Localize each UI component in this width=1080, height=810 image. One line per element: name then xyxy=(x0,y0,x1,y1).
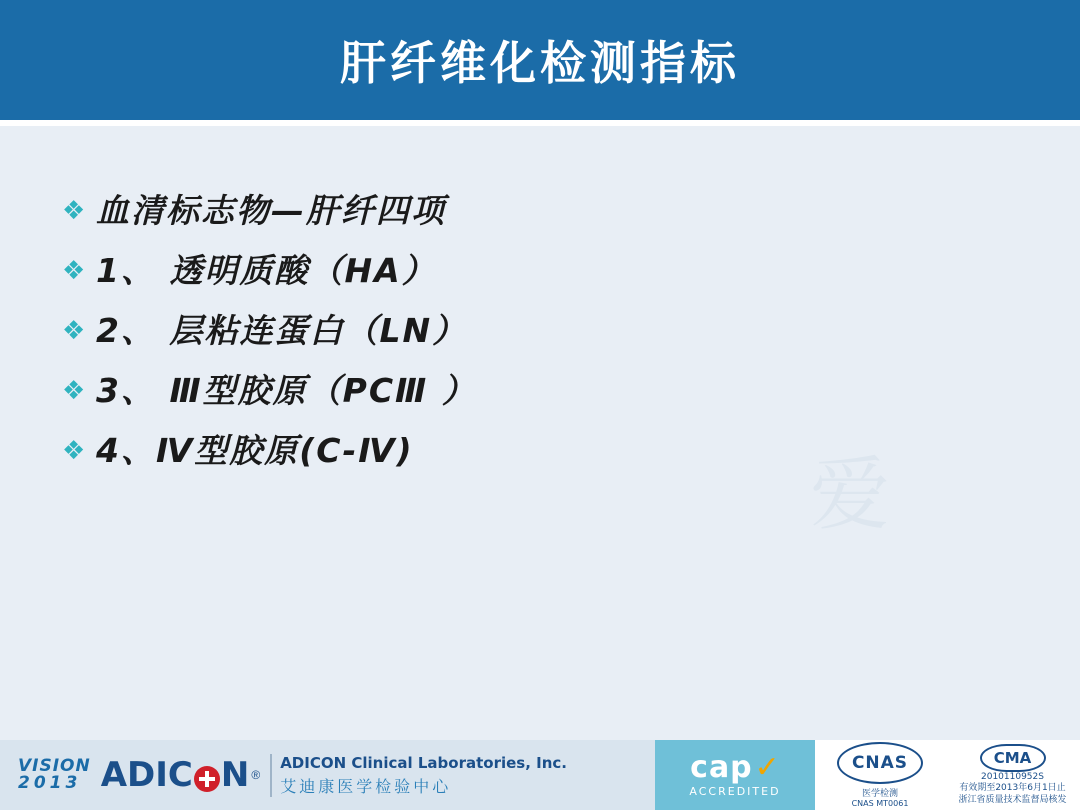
list-item xyxy=(62,368,962,414)
adicon-chinese-name: 艾迪康医学检验中心 xyxy=(280,776,452,796)
cap-logo-inner xyxy=(689,750,781,798)
registered-trademark-icon: ® xyxy=(251,768,261,782)
footer-brand-bar xyxy=(0,740,655,810)
cnas-accreditation-logo xyxy=(815,740,945,810)
list-item xyxy=(62,188,962,234)
adicon-logo xyxy=(101,754,567,797)
check-icon: ✓ xyxy=(754,751,780,784)
list-item-label: 1、 透明质酸（HA） xyxy=(96,251,437,290)
cnas-wordmark: CNAS xyxy=(837,742,923,784)
vision-logo-line1: VISION xyxy=(18,756,91,776)
bullet-list xyxy=(62,188,962,488)
list-item xyxy=(62,428,962,474)
cma-certificate-number: 2010110952S xyxy=(981,772,1044,783)
cma-certification-logo xyxy=(945,740,1080,810)
medical-cross-icon xyxy=(194,766,220,792)
adicon-name-block xyxy=(270,754,567,797)
slide-content xyxy=(0,126,1080,740)
cap-accreditation-logo xyxy=(655,740,815,810)
diamond-bullet-icon: ❖ xyxy=(62,376,86,406)
vision-logo-line2: 2013 xyxy=(18,773,82,793)
list-item-label: 3、 Ⅲ型胶原（PCⅢ ） xyxy=(96,371,477,410)
vision-logo xyxy=(18,758,91,792)
cma-wordmark: CMA xyxy=(980,744,1046,772)
diamond-bullet-icon: ❖ xyxy=(62,436,86,466)
cap-wordmark: cap xyxy=(690,750,753,785)
cnas-code: CNAS MT0061 xyxy=(851,799,909,808)
cma-issuer: 浙江省质量技术监督局核发 xyxy=(958,794,1067,805)
diamond-bullet-icon: ❖ xyxy=(62,256,86,286)
adicon-wordmark-left: ADIC xyxy=(100,755,193,795)
adicon-wordmark-right: N xyxy=(220,755,250,795)
diamond-bullet-icon: ❖ xyxy=(62,196,86,226)
slide-footer xyxy=(0,740,1080,810)
cap-sublabel: ACCREDITED xyxy=(689,785,781,798)
cnas-chinese-label: 医学检测 xyxy=(861,789,898,799)
list-item xyxy=(62,308,962,354)
list-item-label: 血清标志物—肝纤四项 xyxy=(96,191,446,230)
list-item-label: 2、 层粘连蛋白（LN） xyxy=(96,311,468,350)
adicon-english-name: ADICON Clinical Laboratories, Inc. xyxy=(280,753,567,772)
slide-title-bar xyxy=(0,0,1080,120)
watermark: 爱 xyxy=(810,448,890,541)
cma-validity: 有效期至2013年6月1日止 xyxy=(959,783,1066,794)
diamond-bullet-icon: ❖ xyxy=(62,316,86,346)
page-title: 肝纤维化检测指标 xyxy=(340,36,740,90)
cap-wordmark-row xyxy=(689,750,780,785)
list-item-label: 4、Ⅳ型胶原(C-Ⅳ) xyxy=(96,431,414,470)
list-item xyxy=(62,248,962,294)
